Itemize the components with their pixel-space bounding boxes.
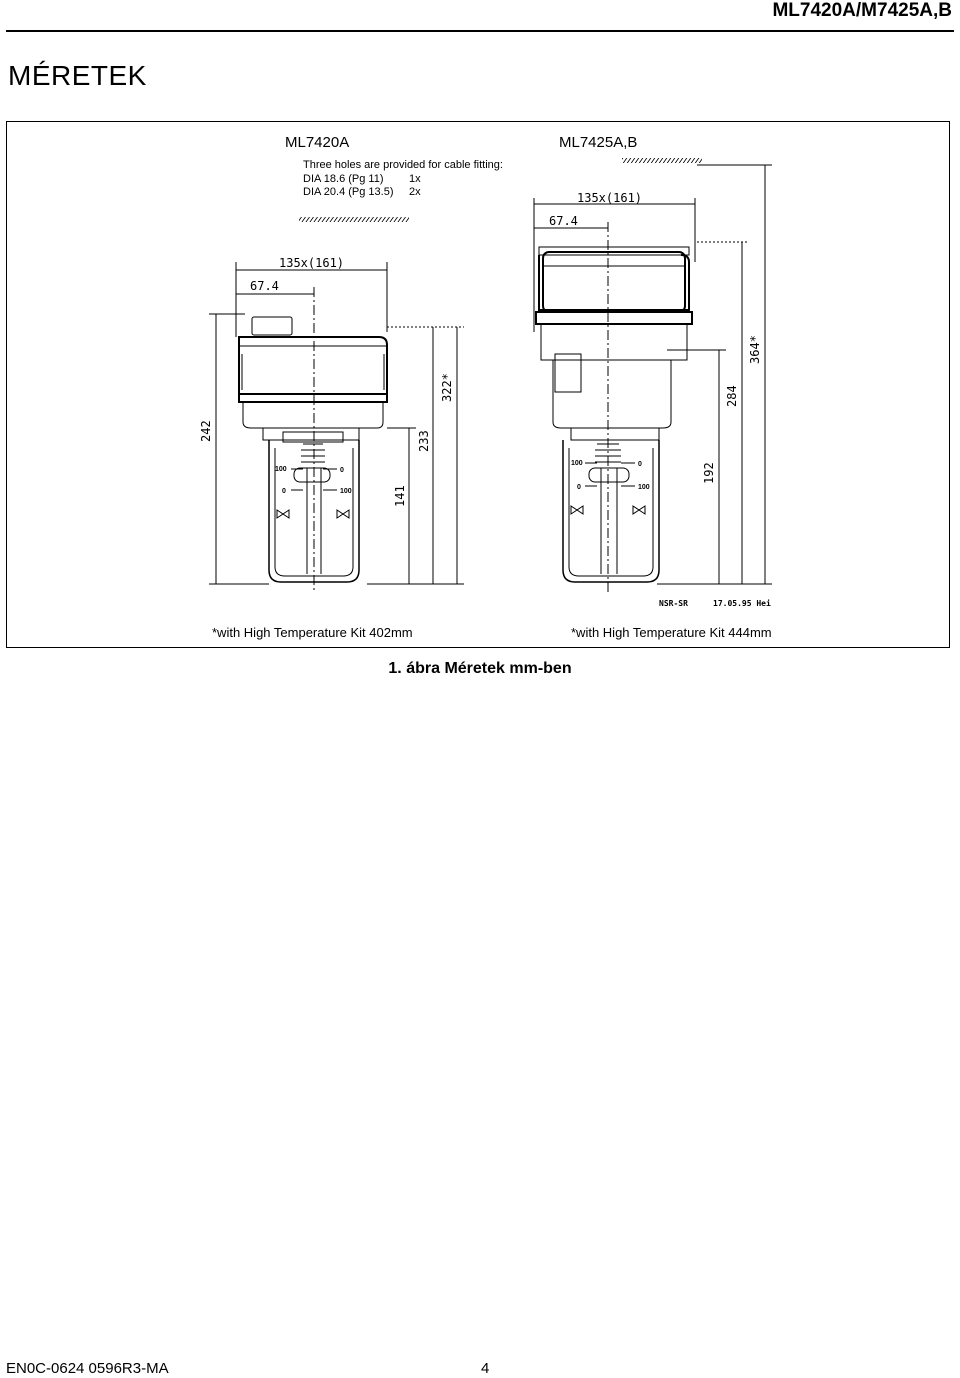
drawing-stamp-left: NSR-SR (659, 599, 688, 608)
left-h233-label: 233 (417, 430, 431, 452)
right-scale-100b: 100 (638, 484, 650, 491)
right-width-half-label: 67.4 (549, 214, 578, 228)
left-scale-100a: 100 (275, 466, 287, 473)
right-scale-0b: 0 (577, 484, 581, 491)
left-base (243, 402, 383, 428)
note-dia-20: DIA 20.4 (Pg 13.5) (303, 186, 394, 198)
technical-drawing (7, 122, 951, 649)
left-width-half-label: 67.4 (250, 279, 279, 293)
right-cover (539, 255, 689, 310)
right-base (553, 360, 671, 428)
left-h141-label: 141 (393, 485, 407, 507)
right-width-main-label: 135x(161) (577, 191, 643, 205)
footnote-right: *with High Temperature Kit 444mm (571, 625, 772, 640)
right-scale-100a: 100 (571, 460, 583, 467)
right-hatch (622, 158, 702, 163)
right-base-band (536, 312, 692, 324)
right-model-label: ML7425A,B (559, 134, 638, 151)
footnote-left: *with High Temperature Kit 402mm (212, 625, 413, 640)
note-qty-1x: 1x (409, 172, 421, 185)
footer-page-number: 4 (481, 1360, 490, 1377)
figure-caption: 1. ábra Méretek mm-ben (388, 660, 572, 677)
note-line-1: Three holes are provided for cable fitting: (303, 159, 503, 171)
document-header-title: ML7420A/M7425A,B (772, 0, 952, 21)
drawing-stamp-right: 17.05.95 Hei (713, 599, 771, 608)
left-h242-label: 242 (199, 420, 213, 442)
left-cap (252, 317, 292, 335)
right-scale-0a: 0 (638, 461, 642, 468)
note-qty-2x: 2x (409, 186, 421, 198)
left-hatch (299, 217, 409, 222)
left-scale-100b: 100 (340, 488, 352, 495)
left-actuator-drawing (209, 217, 464, 592)
dimension-figure (6, 121, 950, 648)
left-h322-label: 322* (440, 373, 454, 402)
left-scale-0b: 0 (282, 488, 286, 495)
left-scale-0a: 0 (340, 467, 344, 474)
left-base-band (239, 394, 387, 402)
left-model-label: ML7420A (285, 134, 350, 151)
left-spring (301, 444, 325, 462)
note-dia-18: DIA 18.6 (Pg 11) (303, 172, 384, 185)
right-h192-label: 192 (702, 462, 716, 484)
header-rule (6, 30, 954, 32)
left-yoke-top (263, 428, 359, 440)
footer-doc-code: EN0C-0624 0596R3-MA (6, 1360, 169, 1377)
right-h284-label: 284 (725, 385, 739, 407)
section-title: MÉRETEK (8, 60, 147, 91)
left-width-main-label: 135x(161) (279, 256, 345, 270)
right-h364-label: 364* (748, 335, 762, 364)
